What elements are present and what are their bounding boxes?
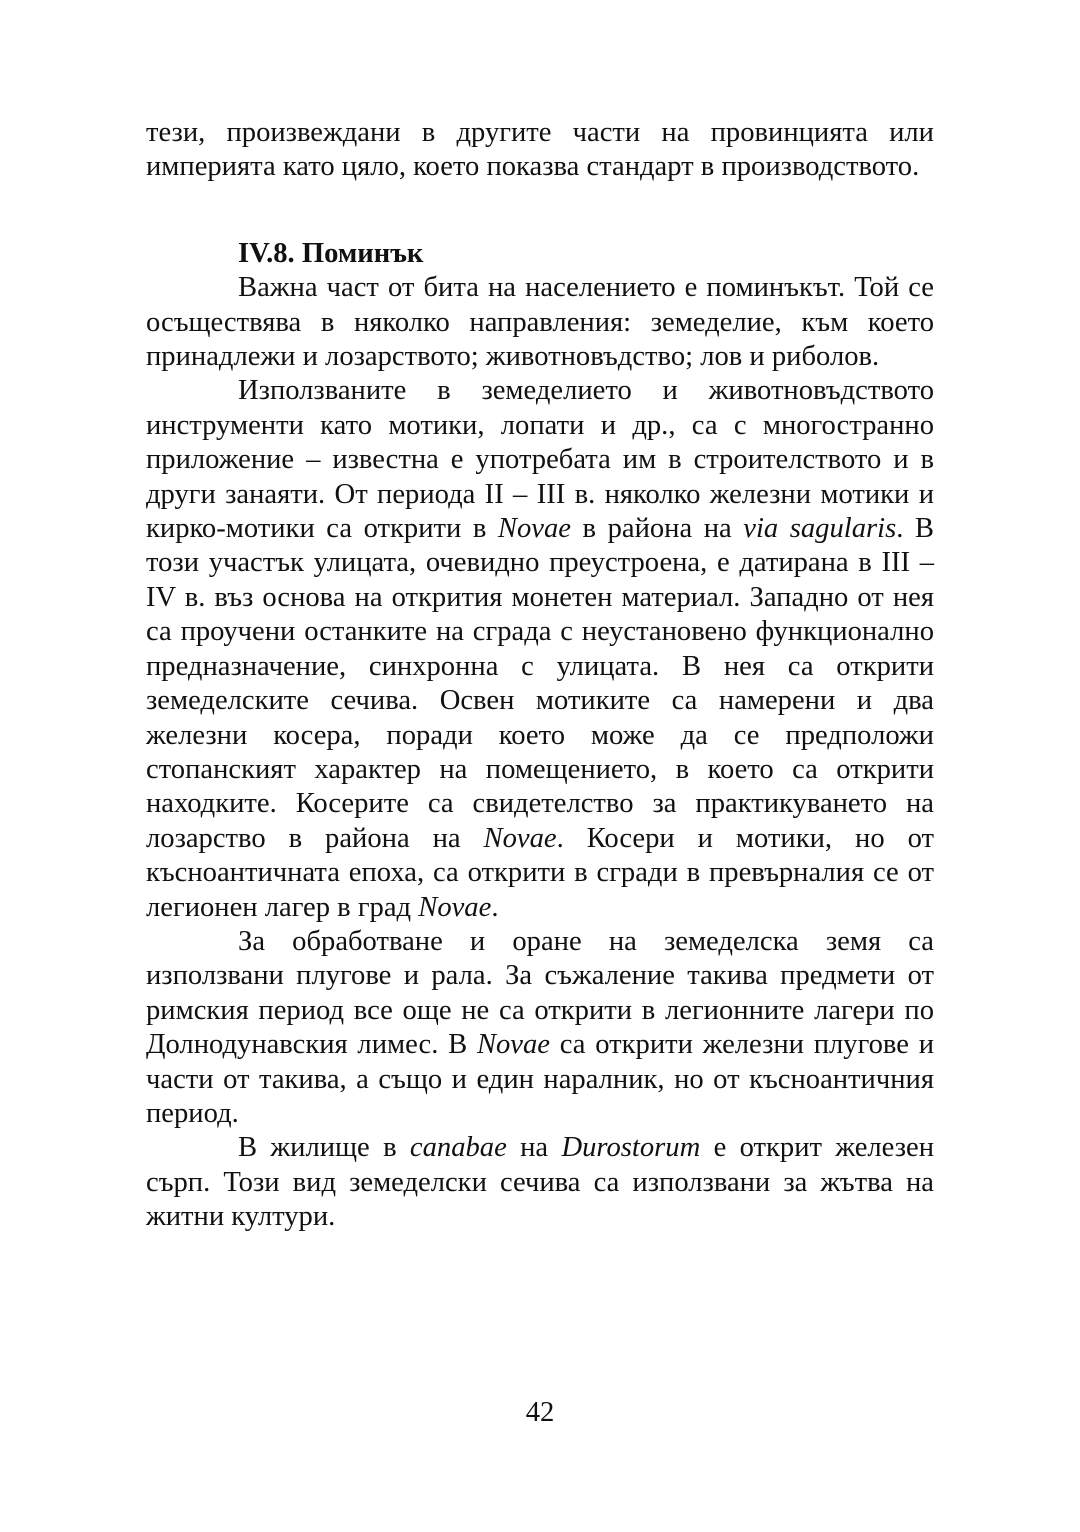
- italic-term: via sagularis: [743, 513, 897, 545]
- text-run: са открити железни плугове и части от такива, а също и един наралник, но от късноантичния период.: [146, 1029, 935, 1129]
- text-run: . Косери и мотики, но от късноантичната епоха, са открити в сгради в превърналия се от легионен лагер в град: [146, 822, 934, 923]
- text-run: е открит железен сърп. Този вид земеделски сечива са използвани за жътва на житни култури.: [146, 1132, 934, 1233]
- paragraph-tools: [146, 374, 934, 925]
- page-number: 42: [525, 1397, 555, 1428]
- italic-term: Novae: [497, 513, 571, 545]
- page-body: [146, 116, 934, 1235]
- text-run: В жилище в: [238, 1132, 410, 1164]
- section-heading: IV.8. Поминък: [238, 237, 424, 269]
- text-run: За обработване и оране на земеделска земя са използвани плугове и рала. За съжаление такива предмети от римския период все още не са открити в легионните лагери по Долнодунавския лимес. В: [146, 925, 934, 1061]
- paragraph-livelihood: Важна част от бита на населението е поминъкът. Той се осъществява в няколко направления: земеделие, към което принадлежи и лозарството; животновъдство; лов и риболов.: [146, 272, 934, 373]
- paragraph-sickle: [146, 1131, 934, 1234]
- text-run: . В този участък улицата, очевидно преустроена, е датирана в III – IV в. въз основа на открития монетен материал. Западно от нея са проучени останките на сграда с неустановено функционално предназначение, синхронна с улицата. В нея са открити земеделските сечива. Освен мотиките са намерени и два железни косера, поради което може да се предположи стопанският характер на помещението, в което са открити находките. Косерите са свидетелство за практикуването на лозарство в района на: [146, 513, 934, 854]
- italic-term: Novae: [418, 891, 492, 923]
- italic-term: Durostorum: [561, 1132, 701, 1164]
- italic-term: canabae: [409, 1132, 507, 1164]
- intro-paragraph: тези, произвеждани в другите части на провинцията или империята като цяло, което показва стандарт в производството.: [146, 117, 934, 183]
- text-run: Използваните в земеделието и животновъдството инструменти като мотики, лопати и др., са с многостранно приложение – известна е употребата им в строителството и в други занаяти. От периода II – III в. няколко железни мотики и кирко-мотики са открити в: [146, 375, 934, 545]
- text-run: .: [491, 891, 499, 923]
- italic-term: Novae: [476, 1029, 550, 1061]
- paragraph-ploughs: [146, 925, 934, 1131]
- text-run: на: [506, 1132, 562, 1164]
- italic-term: Novae: [483, 822, 557, 854]
- text-run: в района на: [570, 513, 744, 545]
